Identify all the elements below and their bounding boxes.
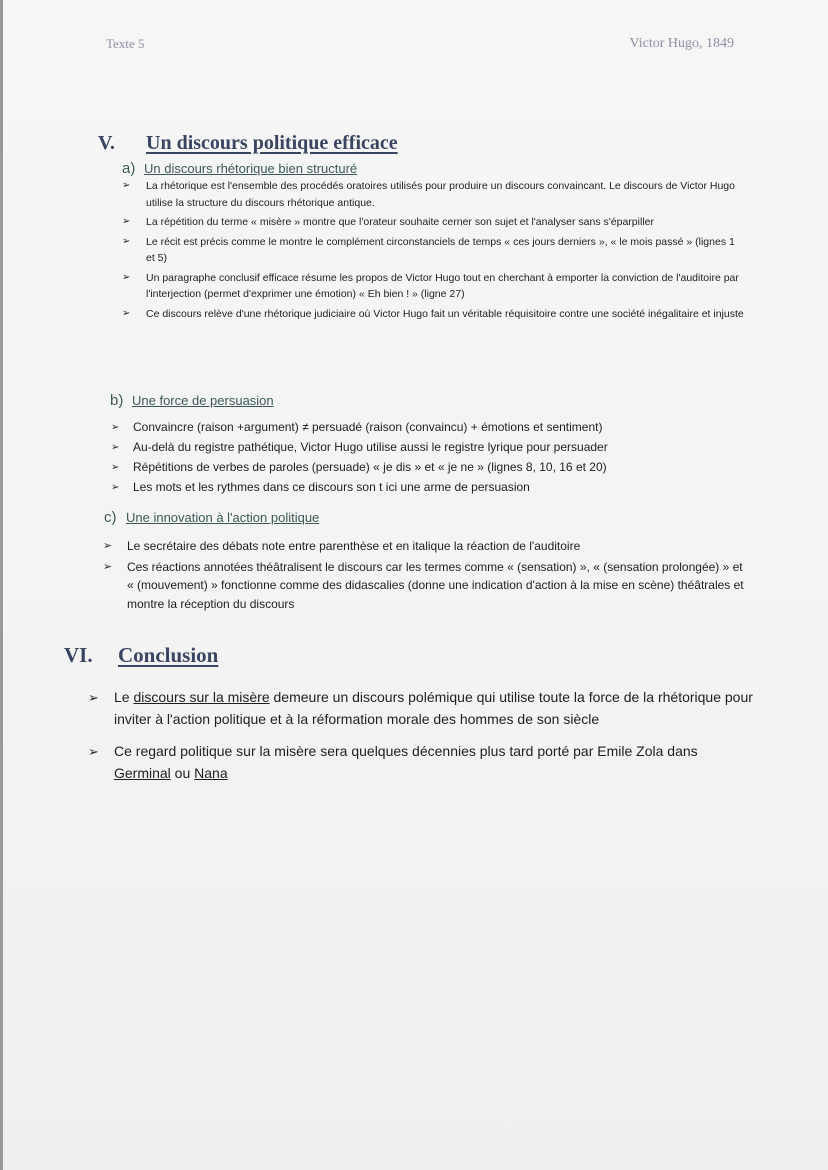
list-item: ➢ Répétitions de verbes de paroles (persuade) « je dis » et « je ne » (lignes 8, 10, 16 et 20)	[111, 460, 607, 474]
list-item: ➢ Ces réactions annotées théâtralisent le discours car les termes comme « (sensation) », « (sensation prolongée) » et « (mouvement) » fonctionne comme des didascalies (donne une indication d'action à la mise en scène) théâtrales et montre la réception du discours	[103, 559, 744, 611]
section-title: Un discours politique efficace	[146, 132, 398, 154]
list-item: ➢ Convaincre (raison +argument) ≠ persuadé (raison (convaincu) + émotions et sentiment)	[111, 420, 603, 434]
arrow-bullet-icon: ➢	[103, 560, 113, 573]
scan-edge	[0, 0, 3, 1170]
underlined-title: discours sur la misère	[133, 689, 270, 705]
section-number: VI.	[64, 643, 93, 667]
header-author-date: Victor Hugo, 1849	[629, 36, 734, 51]
list-subsection-c	[103, 537, 747, 615]
subsection-letter: c)	[104, 509, 117, 526]
list-item: ➢ Le récit est précis comme le montre le complément circonstanciels de temps « ces jours derniers », « le mois passé » (lignes 1 et 5)	[122, 235, 735, 264]
list-item: ➢ La répétition du terme « misère » montre que l'orateur souhaite cerner son sujet et l'analyser sans s'éparpiller	[146, 214, 746, 231]
arrow-bullet-icon: ➢	[103, 540, 113, 552]
arrow-bullet-icon: ➢	[111, 422, 120, 433]
arrow-bullet-icon: ➢	[111, 462, 120, 473]
work-title-germinal: Germinal	[114, 765, 171, 781]
work-title-nana: Nana	[194, 765, 228, 781]
subsection-heading-c	[104, 509, 319, 526]
arrow-bullet-icon: ➢	[111, 442, 120, 453]
subsection-letter: a)	[122, 160, 136, 177]
arrow-bullet-icon: ➢	[122, 271, 131, 283]
list-item: ➢ Un paragraphe conclusif efficace résume les propos de Victor Hugo tout en cherchant à emporter la conviction de l'auditoire par l'interjection (permet d'exprimer une émotion) « Eh bien ! » (ligne 27)	[122, 271, 739, 300]
subsection-title: Une force de persuasion	[132, 393, 274, 408]
arrow-bullet-icon: ➢	[122, 235, 131, 247]
list-item: ➢ Les mots et les rythmes dans ce discours son t ici une arme de persuasion	[111, 480, 530, 494]
list-item: ➢ Le discours sur la misère demeure un discours polémique qui utilise toute la force de la rhétorique pour inviter à l'action politique et à la réformation morale des hommes de son siècle	[88, 689, 753, 727]
subsection-letter: b)	[110, 392, 124, 409]
section-heading-vi	[64, 643, 218, 668]
section-title: Conclusion	[118, 643, 219, 667]
list-item: ➢ La rhétorique est l'ensemble des procédés oratoires utilisés pour produire un discours convaincant. Le discours de Victor Hugo utilise la structure du discours rhétorique antique.	[122, 180, 735, 209]
list-conclusion	[88, 686, 754, 794]
subsection-title: Une innovation à l'action politique	[126, 510, 320, 525]
arrow-bullet-icon: ➢	[88, 744, 99, 759]
arrow-bullet-icon: ➢	[122, 216, 131, 227]
header-text-label: Texte 5	[106, 36, 145, 51]
subsection-heading-b	[110, 392, 274, 409]
section-number: V.	[98, 132, 115, 154]
list-item: ➢ Au-delà du registre pathétique, Victor Hugo utilise aussi le registre lyrique pour persuader	[111, 440, 608, 454]
list-subsection-a	[122, 178, 746, 325]
arrow-bullet-icon: ➢	[122, 180, 131, 191]
arrow-bullet-icon: ➢	[111, 482, 120, 493]
list-item: ➢ Ce discours relève d'une rhétorique judiciaire où Victor Hugo fait un véritable réquisitoire contre une société inégalitaire et injuste	[146, 306, 746, 323]
subsection-heading-a	[122, 160, 357, 177]
subsection-title: Un discours rhétorique bien structuré	[144, 161, 358, 176]
arrow-bullet-icon: ➢	[88, 690, 99, 705]
list-item: ➢ Ce regard politique sur la misère sera quelques décennies plus tard porté par Emile Zola dans Germinal ou Nana	[88, 743, 698, 781]
list-item: ➢ Le secrétaire des débats note entre parenthèse et en italique la réaction de l'auditoire	[127, 537, 747, 556]
list-subsection-b	[111, 419, 753, 499]
section-heading-v	[98, 132, 398, 155]
arrow-bullet-icon: ➢	[122, 307, 131, 319]
